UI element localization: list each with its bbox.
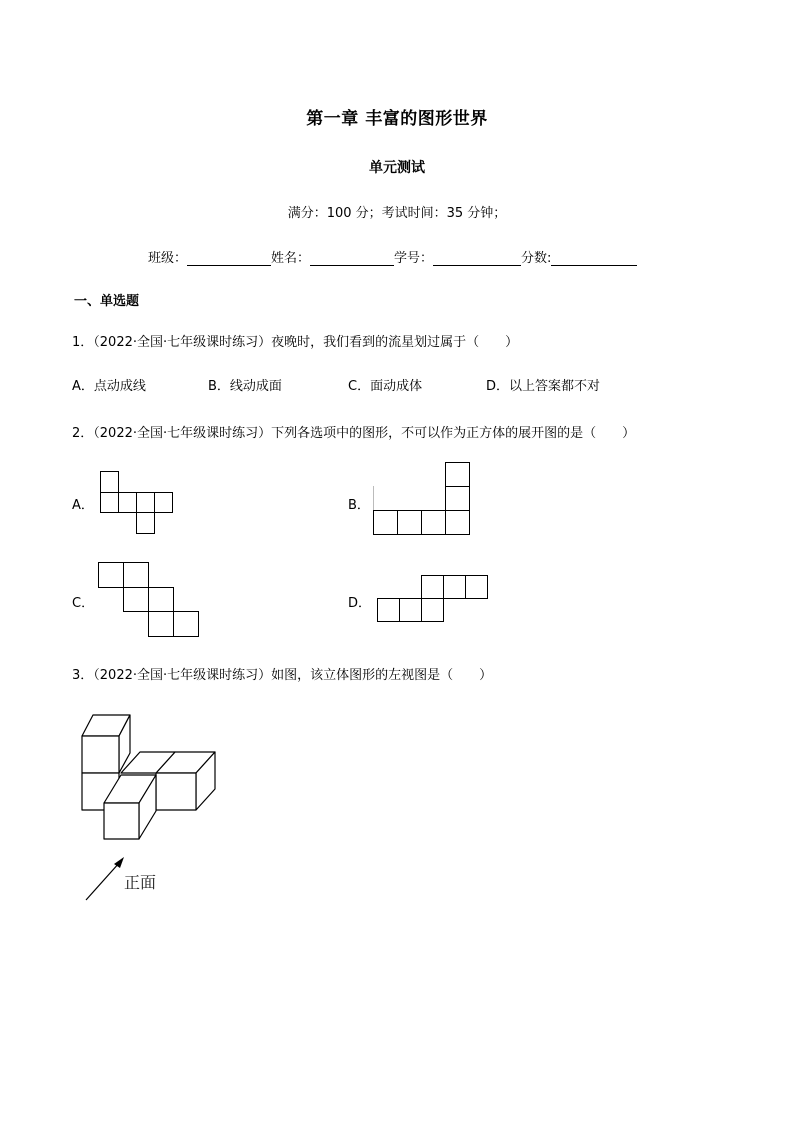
name-label: 姓名： xyxy=(271,251,311,266)
q1-option-c[interactable]: C．面动成体 xyxy=(348,379,423,394)
q1-option-a[interactable]: A．点动成线 xyxy=(72,379,146,394)
score-label: 分数: xyxy=(521,251,552,266)
id-blank[interactable] xyxy=(433,251,521,266)
q1-option-b[interactable]: B．线动成面 xyxy=(208,379,282,394)
exam-info: 满分：100 分；考试时间：35 分钟； xyxy=(287,206,507,221)
q2-option-a-label[interactable]: A． xyxy=(72,498,94,513)
q1-option-d[interactable]: D．以上答案都不对 xyxy=(486,379,601,394)
q2-option-d-label[interactable]: D． xyxy=(348,596,372,611)
name-blank[interactable] xyxy=(310,251,394,266)
page-title: 第一章 丰富的图形世界 xyxy=(306,109,488,129)
q2-option-a-cube-net xyxy=(100,471,174,535)
q2-option-c-label[interactable]: C． xyxy=(72,596,95,611)
score-blank[interactable] xyxy=(551,251,637,266)
class-label: 班级： xyxy=(148,251,188,266)
question-1-text: 1．（2022·全国·七年级课时练习）夜晚时，我们看到的流星划过属于（ ） xyxy=(72,335,519,350)
q2-option-b-label[interactable]: B． xyxy=(348,498,370,513)
q2-option-b-cube-net xyxy=(372,462,472,536)
question-3-text: 3．（2022·全国·七年级课时练习）如图，该立体图形的左视图是（ ） xyxy=(72,668,493,683)
class-blank[interactable] xyxy=(187,251,271,266)
page-subtitle: 单元测试 xyxy=(369,160,425,176)
q2-option-d-cube-net xyxy=(376,575,490,623)
question-2-text: 2．（2022·全国·七年级课时练习）下列各选项中的图形，不可以作为正方体的展开图的是（ ） xyxy=(72,426,636,441)
student-info-fields xyxy=(148,247,637,266)
section-heading: 一、单选题 xyxy=(74,294,140,309)
id-label: 学号： xyxy=(394,251,434,266)
q3-front-label: 正面 xyxy=(124,873,157,892)
q2-option-c-cube-net xyxy=(98,562,200,638)
